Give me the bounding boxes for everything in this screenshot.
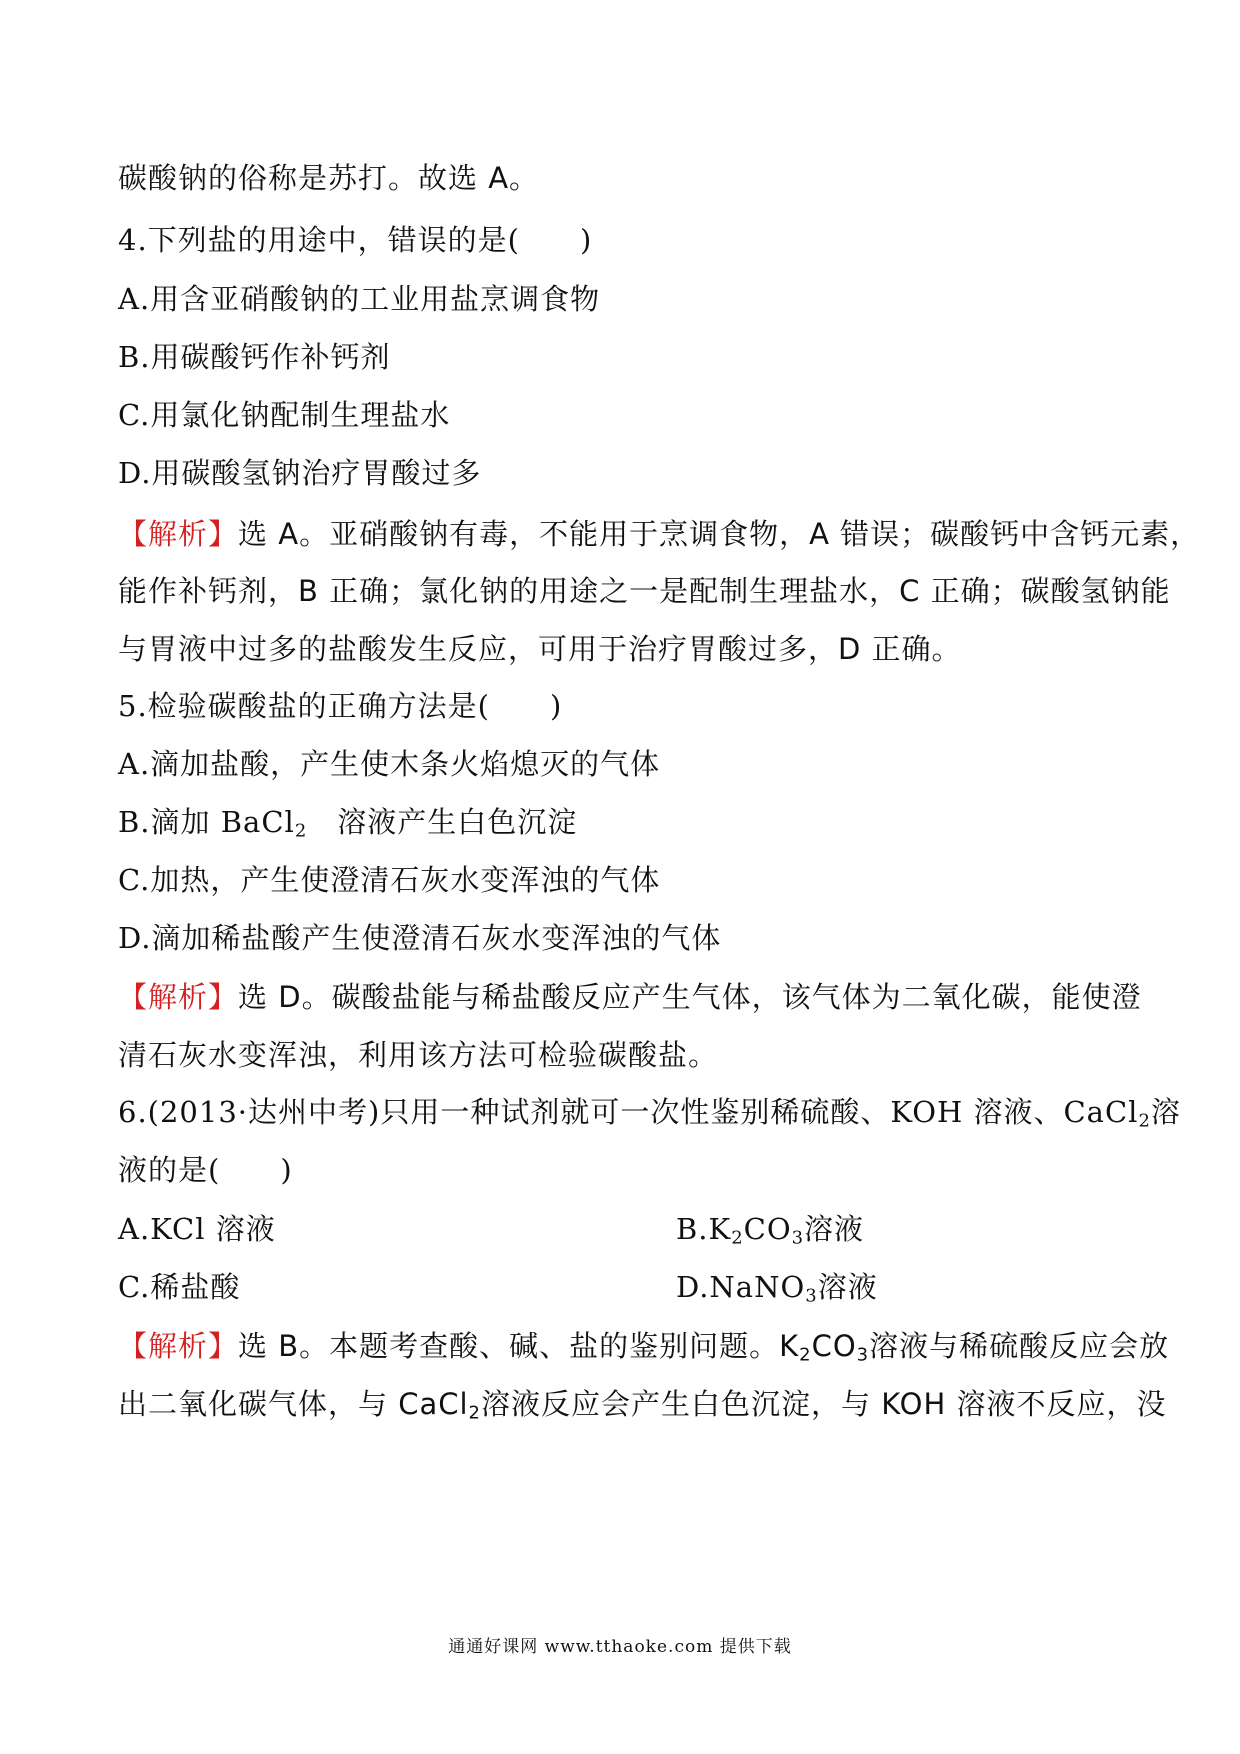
q5-stem: 5.检验碳酸盐的正确方法是( ) — [118, 689, 563, 723]
q6-option-d: D.NaNO$_3$溶液 — [676, 1270, 878, 1307]
q4-option-c: C.用氯化钠配制生理盐水 — [118, 398, 451, 432]
q5-option-b: B.滴加 BaCl$_2$ 溶液产生白色沉淀 — [118, 805, 578, 842]
q6-analysis-line-2: 出二氧化碳气体，与 CaCl$_2$溶液反应会产生白色沉淀，与 KOH 溶液不反应，没 — [118, 1387, 1167, 1424]
q6-option-c: C.稀盐酸 — [118, 1270, 241, 1304]
page-footer: 通通好课网 www.tthaoke.com 提供下载 — [448, 1637, 792, 1657]
q6-option-b: $B.K_2CO_3$溶液 — [676, 1212, 865, 1249]
q4-analysis-line-3: 与胃液中过多的盐酸发生反应，可用于治疗胃酸过多，D 正确。 — [118, 632, 962, 666]
q6-stem-line-2: 液的是( ) — [118, 1153, 293, 1187]
q6-stem-line-1: 6.(2013·达州中考)只用一种试剂就可一次性鉴别稀硫酸、KOH 溶液、CaCl$_2$溶 — [118, 1095, 1181, 1132]
q6-options-row-2 — [118, 1267, 878, 1307]
q6-option-a: A.KCl 溶液 — [118, 1212, 276, 1246]
q5-option-d: D.滴加稀盐酸产生使澄清石灰水变浑浊的气体 — [118, 921, 722, 955]
q4-option-a: A.用含亚硝酸钠的工业用盐烹调食物 — [118, 282, 601, 316]
analysis-tag: 【解析】 — [118, 517, 239, 551]
q4-option-b: B.用碳酸钙作补钙剂 — [118, 340, 391, 374]
intro-line: 碳酸钠的俗称是苏打。故选 A。 — [118, 161, 540, 195]
q5-analysis-line-1: 【解析】选 D。碳酸盐能与稀盐酸反应产生气体，该气体为二氧化碳，能使澄 — [118, 980, 1142, 1014]
q5-analysis-line-2: 清石灰水变浑浊，利用该方法可检验碳酸盐。 — [118, 1038, 719, 1072]
q6-analysis-line-1: 【解析】选 B。本题考查酸、碱、盐的鉴别问题。$K_2CO_3$溶液与稀硫酸反应会放 — [118, 1329, 1170, 1366]
analysis-tag: 【解析】 — [118, 980, 239, 1014]
q5-option-c: C.加热，产生使澄清石灰水变浑浊的气体 — [118, 863, 661, 897]
q4-analysis-line-1: 【解析】选 A。亚硝酸钠有毒，不能用于烹调食物，A 错误；碳酸钙中含钙元素， — [118, 517, 1201, 551]
q4-analysis-line-2: 能作补钙剂，B 正确；氯化钠的用途之一是配制生理盐水，C 正确；碳酸氢钠能 — [118, 574, 1171, 608]
q4-stem: 4.下列盐的用途中，错误的是( ) — [118, 223, 593, 257]
analysis-tag: 【解析】 — [118, 1329, 239, 1363]
q4-option-d: D.用碳酸氢钠治疗胃酸过多 — [118, 456, 482, 490]
q5-option-a: A.滴加盐酸，产生使木条火焰熄灭的气体 — [118, 747, 661, 781]
q6-options-row-1 — [118, 1209, 865, 1249]
